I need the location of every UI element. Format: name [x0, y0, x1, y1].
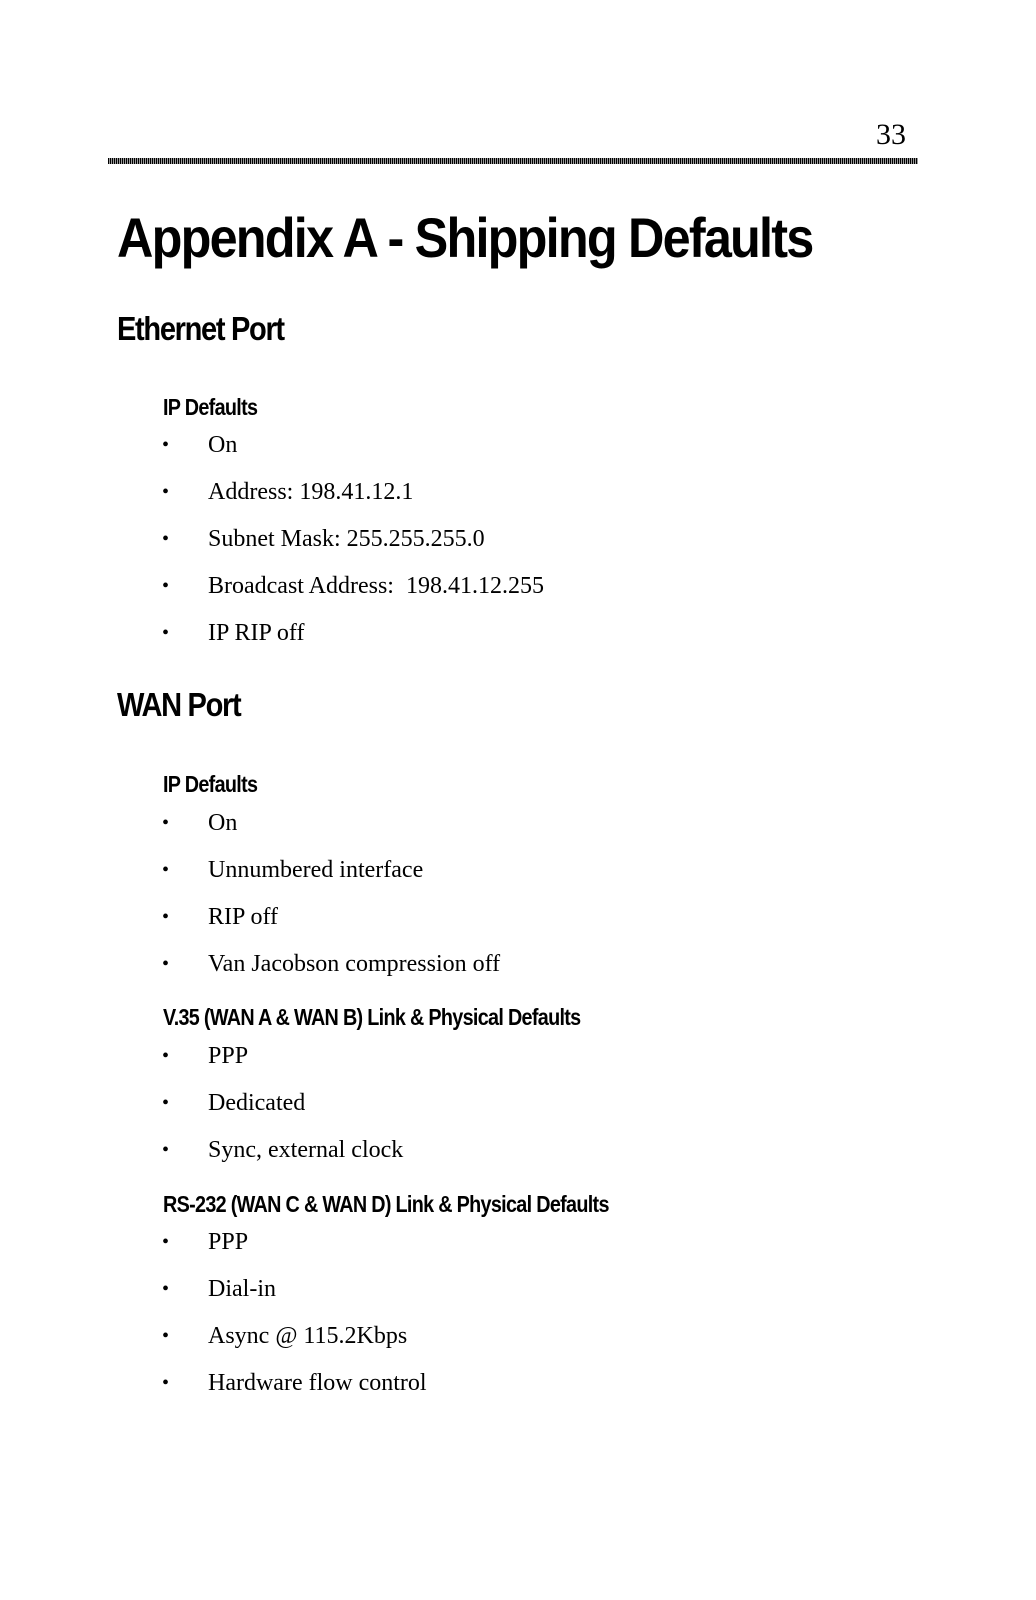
- list-item: • Dedicated: [162, 1090, 306, 1116]
- bullet-icon: •: [162, 481, 170, 503]
- page-title: Appendix A - Shipping Defaults: [117, 206, 813, 269]
- list-item: • PPP: [162, 1229, 249, 1255]
- subheading-rs232-defaults: RS-232 (WAN C & WAN D) Link & Physical Defaults: [163, 1191, 609, 1217]
- rs232-defaults-list: [160, 1227, 427, 1415]
- list-item: • RIP off: [162, 904, 279, 930]
- bullet-icon: •: [162, 1325, 170, 1347]
- bullet-icon: •: [162, 434, 170, 456]
- subheading-ethernet-ip-defaults: IP Defaults: [163, 394, 258, 420]
- list-item: • Address: 198.41.12.1: [162, 479, 414, 505]
- list-item: • Dial-in: [162, 1276, 276, 1302]
- bullet-icon: •: [162, 1045, 170, 1067]
- bullet-icon: •: [162, 528, 170, 550]
- bullet-icon: •: [162, 622, 170, 644]
- bullet-icon: •: [162, 1278, 170, 1300]
- list-item: • Subnet Mask: 255.255.255.0: [162, 526, 485, 552]
- list-item: • Hardware flow control: [162, 1370, 427, 1396]
- subheading-v35-defaults: V.35 (WAN A & WAN B) Link & Physical Defaults: [163, 1004, 581, 1030]
- bullet-icon: •: [162, 1139, 170, 1161]
- header-rule: [108, 158, 918, 164]
- list-item: • Broadcast Address: 198.41.12.255: [162, 573, 544, 599]
- list-item: • IP RIP off: [162, 620, 305, 646]
- wan-ip-defaults-list: [160, 808, 500, 996]
- list-item: • On: [162, 810, 238, 836]
- bullet-icon: •: [162, 575, 170, 597]
- bullet-icon: •: [162, 1372, 170, 1394]
- bullet-icon: •: [162, 953, 170, 975]
- v35-defaults-list: [160, 1041, 403, 1182]
- ethernet-ip-defaults-list: [160, 430, 544, 665]
- page-number: 33: [876, 118, 906, 151]
- section-heading-ethernet-port: Ethernet Port: [117, 310, 284, 347]
- list-item: • Van Jacobson compression off: [162, 951, 501, 977]
- section-heading-wan-port: WAN Port: [117, 686, 241, 723]
- list-item: • On: [162, 432, 238, 458]
- bullet-icon: •: [162, 1092, 170, 1114]
- bullet-icon: •: [162, 859, 170, 881]
- list-item: • Sync, external clock: [162, 1137, 404, 1163]
- bullet-icon: •: [162, 812, 170, 834]
- list-item: • Unnumbered interface: [162, 857, 424, 883]
- bullet-icon: •: [162, 1231, 170, 1253]
- subheading-wan-ip-defaults: IP Defaults: [163, 771, 258, 797]
- bullet-icon: •: [162, 906, 170, 928]
- list-item: • Async @ 115.2Kbps: [162, 1323, 408, 1349]
- list-item: • PPP: [162, 1043, 249, 1069]
